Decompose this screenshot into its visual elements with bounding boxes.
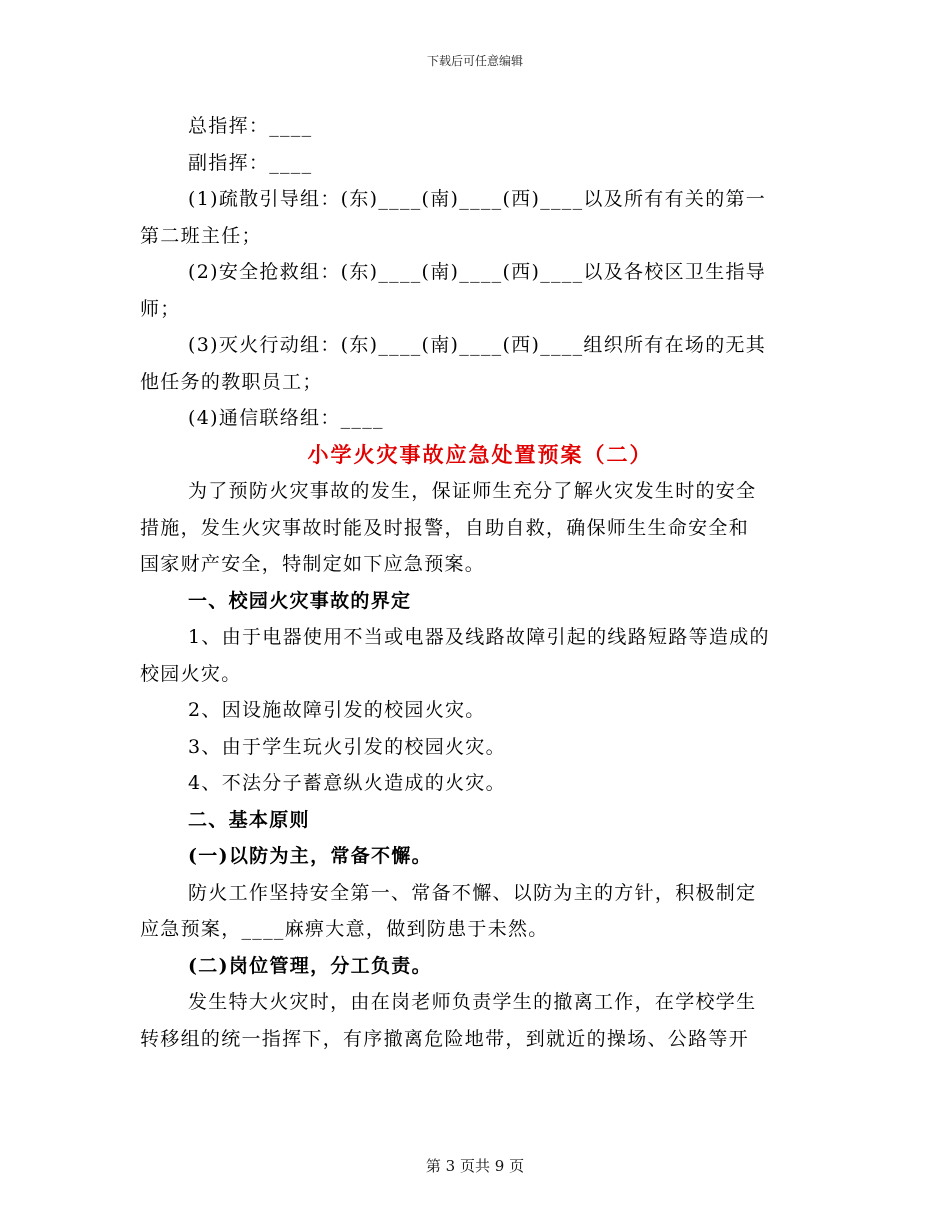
prevention-line-1: 防火工作坚持安全第一、常备不懈、以防为主的方针，积极制定 [188, 881, 757, 904]
page-header: 下载后可任意编辑 [426, 54, 523, 68]
intro-line-3: 国家财产安全，特制定如下应急预案。 [140, 553, 486, 575]
definition-item-4: 4、不法分子蓄意纵火造成的火灾。 [188, 772, 506, 794]
definition-item-3: 3、由于学生玩火引发的校园火灾。 [188, 735, 506, 758]
body-line-group2: (2)安全抢救组：(东)____(南)____(西)____以及各校区卫生指导 [188, 261, 767, 283]
body-line-chief: 总指挥：____ [188, 115, 313, 137]
definition-item-2: 2、因设施故障引发的校园火灾。 [188, 699, 486, 721]
body-line-group3-cont: 他任务的教职员工； [140, 370, 323, 393]
document-body [140, 108, 820, 1057]
heading-definition: 一、校园火灾事故的界定 [188, 589, 412, 612]
post-management-line-1: 发生特大火灾时，由在岗老师负责学生的撤离工作，在学校学生 [188, 991, 757, 1013]
section-title: 小学火灾事故应急处置预案（二） [307, 441, 653, 467]
body-line-group3: (3)灭火行动组：(东)____(南)____(西)____组织所有在场的无其 [188, 334, 767, 356]
page-footer: 第 3 页共 9 页 [425, 1157, 525, 1175]
subheading-prevention: (一)以防为主，常备不懈。 [188, 845, 432, 867]
intro-line-2: 措施，发生火灾事故时能及时报警，自助自救，确保师生生命安全和 [140, 516, 750, 539]
body-line-group4: (4)通信联络组：____ [188, 407, 384, 429]
post-management-line-2: 转移组的统一指挥下，有序撤离危险地带，到就近的操场、公路等开 [140, 1027, 750, 1050]
body-line-group1: (1)疏散引导组：(东)____(南)____(西)____以及所有有关的第一 [188, 188, 767, 210]
heading-principles: 二、基本原则 [188, 808, 310, 831]
body-line-group2-cont: 师； [140, 297, 181, 320]
subheading-post-management: (二)岗位管理，分工负责。 [188, 954, 432, 977]
body-line-group1-cont: 第二班主任； [140, 224, 262, 247]
prevention-line-2: 应急预案，____麻痹大意，做到防患于未然。 [140, 918, 549, 940]
body-line-deputy: 副指挥：____ [188, 151, 313, 174]
definition-item-1: 1、由于电器使用不当或电器及线路故障引起的线路短路等造成的 [188, 626, 770, 648]
definition-item-1-cont: 校园火灾。 [140, 662, 242, 685]
intro-line-1: 为了预防火灾事故的发生，保证师生充分了解火灾发生时的安全 [188, 480, 757, 502]
